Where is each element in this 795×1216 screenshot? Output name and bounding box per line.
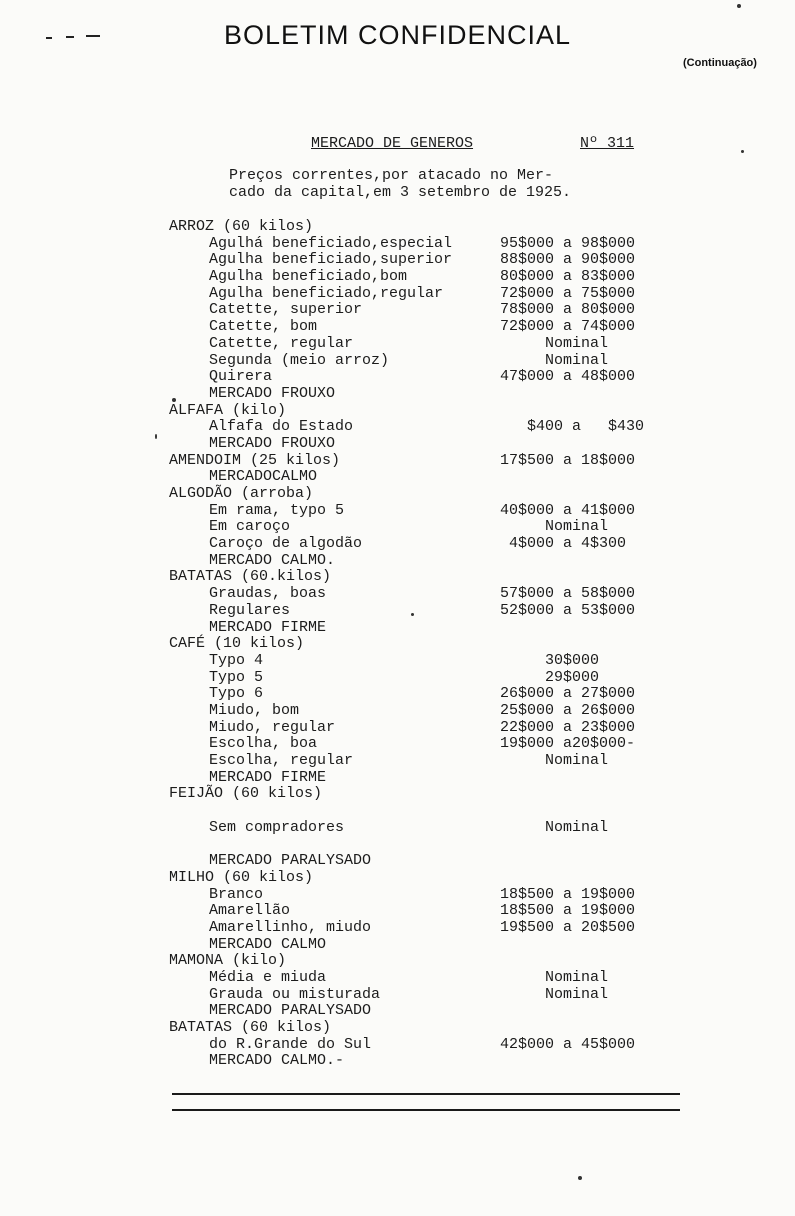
blank-row	[0, 836, 795, 853]
category-row	[0, 870, 795, 887]
price-value: 57$000 a 58$000	[500, 585, 636, 603]
product-row	[0, 302, 795, 319]
market-status-row	[0, 853, 795, 870]
product-row	[0, 286, 795, 303]
product-row	[0, 736, 795, 753]
product-row	[0, 703, 795, 720]
category-row	[0, 219, 795, 236]
product-row	[0, 820, 795, 837]
scan-speck	[411, 613, 414, 616]
product-row	[0, 519, 795, 536]
category-label: ALGODÃO (arroba)	[169, 485, 314, 502]
product-label: Em caroço	[209, 518, 291, 536]
market-status: MERCADO CALMO.	[209, 551, 336, 569]
price-value: Nominal	[545, 518, 609, 536]
product-row	[0, 1037, 795, 1054]
market-status: MERCADO FROUXO	[209, 384, 336, 402]
product-row	[0, 920, 795, 937]
price-value: 95$000 a 98$000	[500, 234, 636, 252]
price-value: 30$000	[545, 651, 600, 669]
product-row	[0, 903, 795, 920]
product-row	[0, 269, 795, 286]
intro-line: cado da capital,em 3 setembro de 1925.	[229, 183, 572, 201]
product-label: Quirera	[209, 368, 273, 386]
product-label: Catette, superior	[209, 301, 363, 319]
scan-mark	[66, 36, 74, 38]
product-label: Média e miuda	[209, 968, 327, 986]
category-row	[0, 786, 795, 803]
category-label: MILHO (60 kilos)	[169, 868, 314, 886]
product-row	[0, 586, 795, 603]
blank-row	[0, 803, 795, 820]
scan-mark	[86, 35, 100, 37]
market-status: MERCADO PARALYSADO	[209, 1002, 372, 1020]
product-row	[0, 887, 795, 904]
product-label: Catette, regular	[209, 334, 354, 352]
product-label: Typo 6	[209, 685, 264, 703]
product-label: Grauda ou misturada	[209, 985, 381, 1003]
product-label: Agulhá beneficiado,especial	[209, 234, 453, 252]
scan-speck	[155, 434, 157, 439]
product-label: Escolha, boa	[209, 735, 318, 753]
price-value: 19$000 a20$000-	[500, 735, 636, 753]
product-label: Miudo, regular	[209, 718, 336, 736]
price-value: 4$000 a 4$300	[500, 535, 627, 553]
category-row	[0, 403, 795, 420]
market-status-row	[0, 1053, 795, 1070]
product-label: Agulha beneficiado,bom	[209, 268, 408, 286]
price-value: 26$000 a 27$000	[500, 685, 636, 703]
price-value: 22$000 a 23$000	[500, 718, 636, 736]
intro-line: Preços correntes,por atacado no Mer-	[229, 167, 554, 184]
product-label: Miudo, bom	[209, 701, 300, 719]
scan-mark	[46, 37, 52, 39]
product-row	[0, 987, 795, 1004]
category-label: CAFÉ (10 kilos)	[169, 635, 305, 653]
price-value: 78$000 a 80$000	[500, 301, 636, 319]
product-label: Sem compradores	[209, 818, 345, 836]
category-row	[0, 1020, 795, 1037]
product-label: do R.Grande do Sul	[209, 1035, 372, 1053]
price-value: 72$000 a 75$000	[500, 284, 636, 302]
category-label: AMENDOIM (25 kilos)	[169, 451, 341, 469]
product-row	[0, 369, 795, 386]
category-row	[0, 569, 795, 586]
price-value: $400 a $430	[500, 418, 645, 436]
price-value: Nominal	[545, 752, 609, 769]
price-listing	[0, 219, 795, 1070]
category-row	[0, 953, 795, 970]
market-status: MERCADO FROUXO	[209, 434, 336, 452]
scan-speck	[172, 398, 176, 402]
market-status-row	[0, 1003, 795, 1020]
closing-rule-top	[172, 1093, 680, 1095]
product-row	[0, 720, 795, 737]
product-row	[0, 970, 795, 987]
product-label: Em rama, typo 5	[209, 501, 345, 519]
scan-speck	[737, 4, 741, 8]
product-row	[0, 252, 795, 269]
product-row	[0, 353, 795, 370]
product-label: Amarellão	[209, 902, 291, 920]
market-status: MERCADO FIRME	[209, 618, 327, 636]
price-value: 52$000 a 53$000	[500, 601, 636, 619]
product-row	[0, 603, 795, 620]
market-status: MERCADO CALMO	[209, 935, 327, 953]
market-status: MERCADO FIRME	[209, 768, 327, 786]
product-label: Typo 5	[209, 668, 264, 686]
category-label: BATATAS (60.kilos)	[169, 568, 332, 586]
price-value: 88$000 a 90$000	[500, 251, 636, 269]
product-label: Caroço de algodão	[209, 535, 363, 553]
market-status-row	[0, 937, 795, 954]
intro-paragraph	[229, 168, 649, 201]
market-status: MERCADOCALMO	[209, 468, 318, 486]
category-label: MAMONA (kilo)	[169, 952, 287, 970]
price-value: Nominal	[545, 985, 609, 1003]
page-header-title: BOLETIM CONFIDENCIAL	[223, 20, 572, 50]
category-label: ARROZ (60 kilos)	[169, 218, 314, 235]
product-label: Graudas, boas	[209, 585, 327, 603]
product-row	[0, 536, 795, 553]
price-value: 18$500 a 19$000	[500, 885, 636, 903]
category-row	[0, 486, 795, 503]
product-label: Amarellinho, miudo	[209, 918, 372, 936]
market-status-row	[0, 553, 795, 570]
price-value: 19$500 a 20$500	[500, 918, 636, 936]
product-row	[0, 653, 795, 670]
product-label: Agulha beneficiado,regular	[209, 284, 444, 302]
product-label: Escolha, regular	[209, 752, 354, 769]
scan-speck	[578, 1176, 582, 1180]
price-value: 80$000 a 83$000	[500, 268, 636, 286]
price-value: 18$500 a 19$000	[500, 902, 636, 920]
price-value: 47$000 a 48$000	[500, 368, 636, 386]
product-label: Segunda (meio arroz)	[209, 351, 390, 369]
market-status-row	[0, 436, 795, 453]
price-value: 72$000 a 74$000	[500, 318, 636, 336]
category-label: BATATAS (60 kilos)	[169, 1019, 332, 1036]
market-status-row	[0, 770, 795, 787]
category-row	[0, 636, 795, 653]
product-row	[0, 753, 795, 770]
product-row	[0, 670, 795, 687]
price-value: 25$000 a 26$000	[500, 701, 636, 719]
closing-rule-bottom	[172, 1109, 680, 1111]
product-label: Agulha beneficiado,superior	[209, 251, 453, 269]
price-value: Nominal	[545, 334, 609, 352]
product-label: Alfafa do Estado	[209, 418, 354, 436]
price-value: Nominal	[545, 968, 609, 986]
product-label: Branco	[209, 885, 264, 903]
product-row	[0, 319, 795, 336]
category-label: ALFAFA (kilo)	[169, 401, 287, 419]
product-row	[0, 686, 795, 703]
product-label: Typo 4	[209, 651, 264, 669]
report-number: Nº 311	[580, 135, 635, 152]
product-label: Catette, bom	[209, 318, 318, 336]
product-row	[0, 419, 795, 436]
market-status-row	[0, 620, 795, 637]
category-row	[0, 453, 795, 470]
price-value: 29$000	[545, 668, 600, 686]
market-status: MERCADO CALMO.-	[209, 1052, 345, 1070]
product-row	[0, 503, 795, 520]
product-label: Regulares	[209, 601, 291, 619]
market-status: MERCADO PARALYSADO	[209, 852, 372, 870]
category-label: FEIJÃO (60 kilos)	[169, 785, 323, 803]
product-row	[0, 236, 795, 253]
continuation-label: (Continuação)	[683, 57, 757, 69]
price-value: 17$500 a 18$000	[500, 451, 636, 469]
product-row	[0, 336, 795, 353]
price-value: Nominal	[545, 351, 609, 369]
scan-speck	[741, 150, 744, 153]
price-value: Nominal	[545, 818, 609, 836]
market-title: MERCADO DE GENEROS	[311, 135, 474, 152]
price-value: 42$000 a 45$000	[500, 1035, 636, 1053]
market-status-row	[0, 386, 795, 403]
price-value: 40$000 a 41$000	[500, 501, 636, 519]
market-status-row	[0, 469, 795, 486]
